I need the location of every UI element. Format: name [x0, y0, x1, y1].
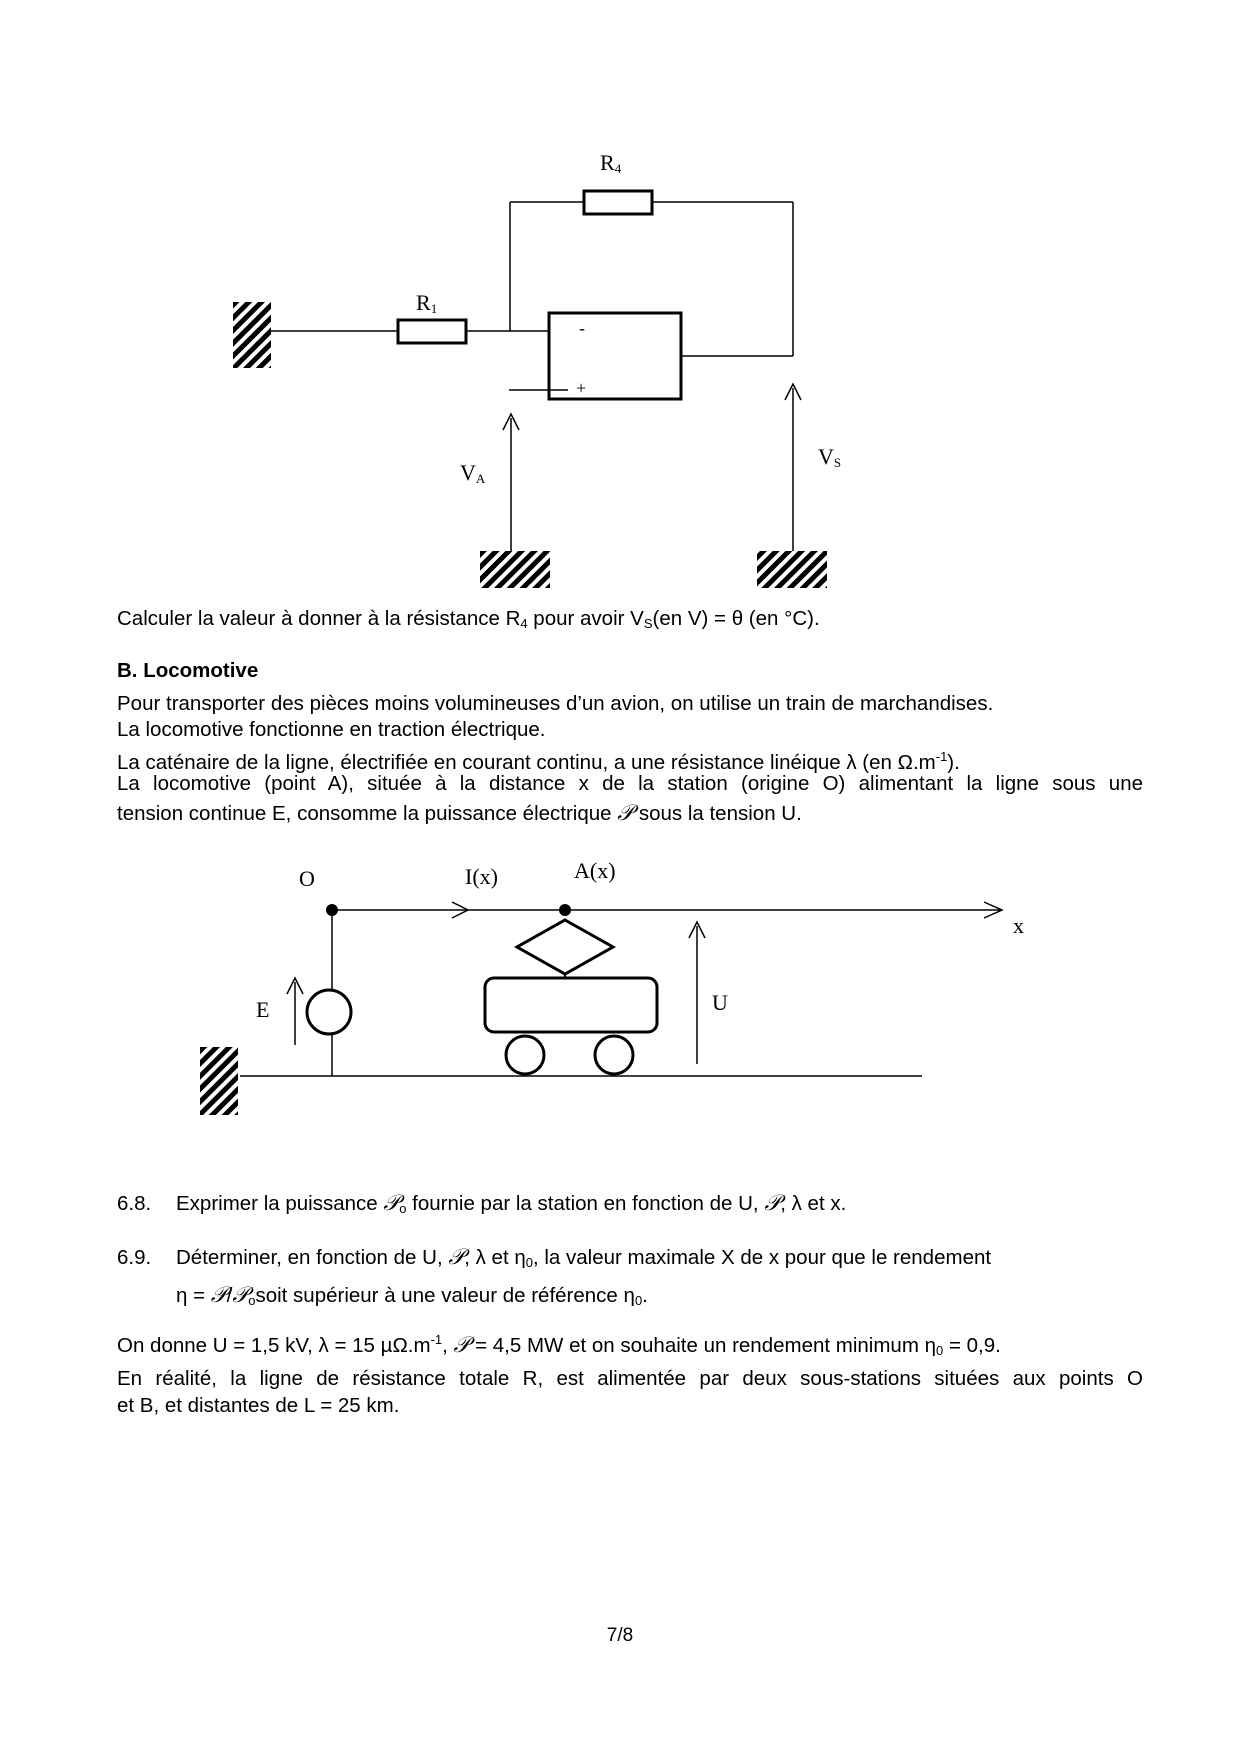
- ground-rail: [200, 1047, 238, 1115]
- label-vs: $V_S$: [818, 444, 842, 470]
- question-6-9: 6.9. Déterminer, en fonction de U, 𝒫, λ et $\eta_0$, la valeur maximale X de x pour que le rendement: [117, 1245, 992, 1270]
- question-6-8: 6.8. Exprimer la puissance 𝒫$_o$ fournie par la station en fonction de U, 𝒫, λ et x.: [117, 1191, 847, 1216]
- reality-paragraph-line: et B, et distantes de L = 25 km.: [117, 1394, 400, 1417]
- label-u: U: [712, 990, 728, 1015]
- paragraph-line: La locomotive (point A), située à la distance x de la station (origine O) alimentant la ligne sous une: [117, 772, 1143, 795]
- label-r1: $R_1$: [416, 290, 438, 316]
- section-heading: B. Locomotive: [117, 659, 259, 682]
- paragraph-line: Pour transporter des pièces moins volumineuses d’un avion, on utilise un train de marchandises.: [117, 692, 994, 715]
- voltage-source: [307, 990, 351, 1034]
- reality-paragraph-line: En réalité, la ligne de résistance totale R, est alimentée par deux sous-stations situées aux points O: [117, 1367, 1143, 1390]
- page-number: 7/8: [606, 1625, 634, 1646]
- given-values: On donne U = 1,5 kV, λ = 15 $\mu\Omega.m^{-1}$, 𝒫 = 4,5 MW et on souhaite un rendement minimum $\eta_0 = 0,9$.: [117, 1332, 1001, 1358]
- label-x: x: [1013, 913, 1024, 938]
- wheel: [506, 1036, 544, 1074]
- label-point-a: A(x): [574, 858, 616, 883]
- wheel: [595, 1036, 633, 1074]
- label-minus: -: [579, 318, 585, 338]
- question-r4: Calculer la valeur à donner à la résistance $R_4$ pour avoir $V_S(en$ V) = θ (en °C).: [117, 607, 820, 631]
- node-a: [559, 904, 571, 916]
- label-o: O: [299, 866, 315, 891]
- locomotive-body: [485, 978, 657, 1032]
- label-r4: $R_4$: [600, 150, 622, 176]
- question-6-9-line2: η = 𝒫/𝒫$_o$soit supérieur à une valeur de référence $\eta_0$.: [176, 1283, 648, 1308]
- paragraph-line: tension continue E, consomme la puissance électrique 𝒫 sous la tension U.: [117, 801, 802, 826]
- label-e: E: [256, 997, 270, 1022]
- label-current: I(x): [465, 864, 498, 889]
- pantograph: [517, 920, 613, 974]
- paragraph-line: La locomotive fonctionne en traction électrique.: [117, 718, 546, 741]
- label-plus: +: [576, 378, 587, 398]
- paragraph-line: La caténaire de la ligne, électrifiée en courant continu, a une résistance linéique λ (en $\Omega.m^{-1}$).: [117, 749, 960, 774]
- label-va: $V_A$: [460, 460, 486, 486]
